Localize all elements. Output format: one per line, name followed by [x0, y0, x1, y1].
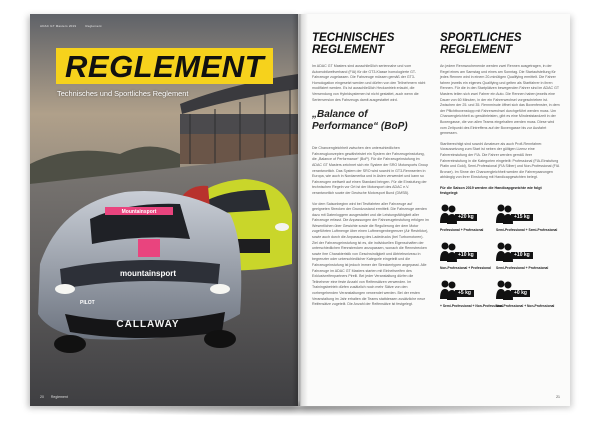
section-name: Reglement: [85, 24, 102, 28]
weight-badge: +0 kg: [511, 290, 530, 297]
sporting-paragraph-1: An jedem Rennwochenende werden zwei Rennen ausgetragen, in der Regel eines am Samstag und eines am Sonntag. Die Startaufstellung für jedes Rennen wird in einem 20-minütigen Qualifying ermittelt. Die Fahrer fahren jeweils ein eigenes Qualifying und gelten als Startfahrer in ihren Rennen. Für die in den Startplätzen bewegenden Fahrer sind im ADAC GT Masters teilen sich zwei Fahrer ein Auto. Die Rennen haben jeweils eine Dauer von 60 Minuten, in der ein Fahrerwechsel vorgeschrieben ist. Zwischen der 25. und 35. Rennminute öffnet sich das Boxenfenster, in dem der Pflichtboxenstopp mit Fahrerwechsel durchgeführt werden muss. Um Chancengleichheit zu gewährleisten, gibt es eine Mindeststandzeit in der Boxengasse, die von allen Teams eingehalten werden muss. Diese wird vom Zeitpunkt des Eintreffens auf der Boxengasse bis zur Ausfahrt gemessen.: [440, 64, 560, 136]
weight-badge: +15 kg: [511, 214, 533, 221]
right-page-number: 21: [556, 395, 560, 399]
technical-paragraph-2: Die Chancengleichheit zwischen den unterschiedlichen Fahrzeugkonzepten gewährleistet ein System der Fahrzeugeinstufung, die „Balance of Performance“ (BoP). Für die Fahrzeugeinstufung im ADAC GT Masters zeichnet sich ein System der SRO Motorsports Group verantwortlich. Das System der SRO wird sowohl in GT3-Rennserien in Europa, wie auch in Nordamerika und in Asien verwendet und kann so Fahrzeugen weltweit auf einen Standard bringen. Für die Einstufung der technischen Regeln vor Ort ist der Motorsport des ADAC e.V. verantwortlich sowie der Deutsche Motorsport Bund (DMSB).: [312, 146, 429, 195]
pairing-row: [440, 241, 560, 279]
technical-paragraph-1: Im ADAC GT Masters sind ausschließlich seriennahe und vom Automobilweltverband (FIA) für die GT3-Klasse homologierte GT-Fahrzeuge zugelassen. Die Fahrzeuge müssen gemäß der GT3-Homologation eingesetzt werden und dürfen von den Teilnehmern nicht modifiziert werden. Es ist ausschließlich Heckantrieb erlaubt, die Verwendung von Hybridsystemen ist nicht gestattet, auch wenn die Serienversion des Fahrzeugs damit ausgestattet wird.: [312, 64, 426, 102]
pairing-label: Non-Professional + Non-Professional: [496, 304, 555, 309]
weight-badge: +10 kg: [455, 252, 477, 259]
pairing-row: [440, 203, 560, 241]
sporting-paragraph-2: Startberechtigt sind sowohl Amateure als auch Profi-Rennfahrer. Voraussetzung zum Start ist neben der gültigen Lizenz eine Fahrereinstufung der FIA. Die Fahrer werden gemäß ihrer Fahrereinstufung in die Kategorien eingeteilt: Professional (FIA-Einstufung Platin und Gold), Semi-Professional (FIA Silber) und Non-Professional (FIA Bronze). Im Sinne der Chancengleichheit werden die Fahrerpaarungen abhängig von ihrer Einstufung mit Handicapgewichten belegt.: [440, 141, 560, 180]
weights-intro: Für die Saison 2019 werden die Handicapgewichte wie folgt festgelegt:: [440, 185, 542, 196]
page-title: REGLEMENT: [65, 48, 265, 84]
car-sponsor-text: mountainsport: [120, 269, 176, 278]
left-footer-label: Reglement: [50, 395, 68, 399]
handicap-pairings: [440, 203, 560, 317]
title-box: [56, 48, 273, 84]
left-page-number: 20: [40, 395, 44, 399]
pairing-row: [440, 279, 560, 317]
windshield-banner-text: Mountainsport: [121, 209, 157, 215]
right-page: [300, 14, 570, 406]
sporting-heading: SPORTLICHES REGLEMENT: [440, 32, 522, 56]
weight-badge: +20 kg: [455, 214, 477, 221]
hood-pilot-text: PILOT: [80, 300, 95, 306]
left-page-footer: [40, 395, 74, 399]
technical-paragraph-3: Vor dem Saisonbeginn wird bei Testfahrten aller Fahrzeuge auf geeigneten Strecken der Grundzustand ermittelt. Die Fahrzeuge werden dazu mit Datenloggern ausgestattet und die Leistungsfähigkeit aller Fahrzeuge erfasst. Die Anpassungen der Fahrzeugeinstufung erfolgen im Wesentlichen über Gewichte sowie die Regulierung der dem Motor zugeführten Luftmenge über einen Luftmengenbegrenzer (Air Restriktor), sowie auch durch die Anpassung des Ladedrucks (bei Turbomotoren). Ziel der Fahrzeugeinstufung ist es, die individuellen Eigenschaften der unterschiedlichen Rennstrecken anzupassen, wonach die Rennstrecken sowie ihre Charakteristik von Geschwindigkeit und Abtriebsniveau in begrenzter oder unterschiedlicher Kategorie eingeteilt und die Fahrzeugeinstufung ist jedoch immer der Streckentypen angepasst. Alle Fahrzeuge im ADAC GT Masters starten mit Einheitsreifen des Exklusivreifenpartners Pirelli. Bei jeder Veranstaltung dürfen die Teilnehmer eine feste Anzahl von Reifensätzen verwenden. Im Trainingsbetrieb dürfen zusätzlich noch mehr Sätze von den vorhergehenden Veranstaltungen verwendet werden. Bei der ersten Veranstaltung im Jahr erhalten die Teams stattdessen zusätzliche neue Reifensätze zugeteilt. Die Anzahl der Reifensätze ist festgelegt.: [312, 201, 429, 307]
weight-badge: +5 kg: [455, 290, 474, 297]
pairing-label: Non-Professional + Professional: [440, 266, 491, 271]
left-page-header: [40, 24, 110, 28]
pairing-label: Semi-Professional + Professional: [496, 266, 549, 271]
series-name: ADAC GT Masters 2019: [40, 24, 77, 28]
page-subtitle: Technisches und Sportliches Reglement: [57, 89, 189, 98]
bop-pullquote: „Balance of Performance“ (BoP): [312, 109, 408, 132]
pairing-label: Semi-Professional + Semi-Professional: [496, 228, 558, 233]
pairing-label: Professional + Professional: [440, 228, 484, 233]
weight-badge: +10 kg: [511, 252, 533, 259]
sporting-column: [440, 32, 560, 317]
technical-heading: TECHNISCHES REGLEMENT: [312, 32, 395, 56]
left-page: [30, 14, 298, 406]
pairing-label: + Semi-Professional + Non-Professional: [440, 304, 503, 309]
car-brand-text: CALLAWAY: [116, 319, 180, 330]
technical-column: [312, 32, 430, 313]
